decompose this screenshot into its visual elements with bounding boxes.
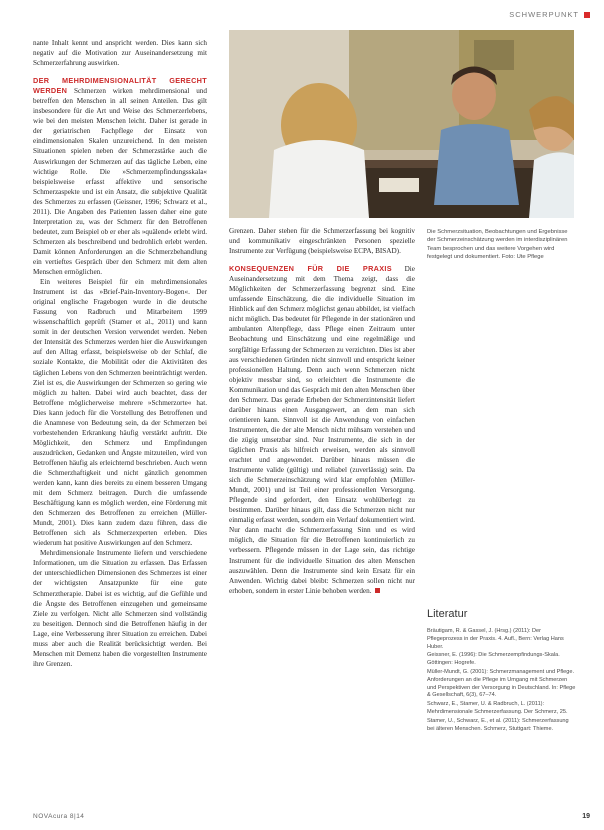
intro-paragraph: nante Inhalt kennt und anspricht werden. Dies kann sich negativ auf die Motivation zur Auseinandersetzung mit Schmerzerfahrung auswirken.: [33, 39, 207, 68]
text-column-left: [33, 38, 207, 818]
paragraph-text: Schmerzen wirken mehrdimensional und betreffen den Menschen in all seinen Anteilen. Das gilt insbesondere für die Art und Weise des Schmerzerlebens, wie bei den meisten Menschen leicht. Daher ist gerade in der geriatrischen Fachpflege der Einsatz von eindimensionalen Skalen unzureichend. In den meisten Situationen spielen neben der Schmerzstärke auch die Auswirkungen der Schmerzen auf das tägliche Leben, eine wichtige Rolle. Die »Schmerzempfindungsskala« beispielsweise erfasst affektive und sensorische Schmerzaspekte und ist ein Ansatz, die subjektive Qualität des Schmerzes zu erfassen (Geissner, 1996; Schwarz et al., 2011). Die Angaben des Patienten lassen daher eine gute Interpretation zu, was der Schmerz für den Betroffenen bedeutet, zum Beispiel ob er eher als »quälend« erlebt wird. Schmerzen als beschreibend und bedrohlich erlebt werden. Damit können Anforderungen an die Schmerzbehandlung ein vertieftes Gespräch über den Schmerz mit dem alten Menschen ermöglichen.: [33, 87, 207, 277]
paragraph-2: Ein weiteres Beispiel für ein mehrdimensionales Instrument ist das »Brief-Pain-Inventory-Bogen«. Der original englische Fragebogen wurde in die deutsche Fassung von Radbruch und Mitarbeitern 1999 wissenschaftlich geprüft (Stamer et al., 2011) und kann somit in der deutschen Version verwendet werden. Neben der Intensität des Schmerzes werden hier die Auswirkungen auf den Alltag erfasst, beispielsweise ob der Schlaf, die soziale Kontakte, die Mobilität oder die Aktivitäten des täglichen Lebens von den Schmerzen beeinträchtigt werden. Ziel ist es, die Auswirkungen der Schmerzen so gering wie möglich zu halten. Dabei wird auch beachtet, dass der Betroffene möglicherweise mehrere »Schmerzorte« hat. Dies kann jedoch für die Vorstellung des Betroffenen und die Anamnese von Bedeutung sein, da der Schmerzen bei vorbestehenden Erkrankung häufig verstärkt auftritt. Die Möglichkeit, den Schmerz und Empfindungen auszudrücken, Gedanken und Ängste mitzuteilen, wird von Betroffenen häufig als erleichternd beschrieben. Auch wenn die Schmerzhaftigkeit und nicht gänzlich genommen werden kann, kann dies bereits zu einem besseren Umgang mit dem Schmerz beitragen. Durch die umfassende Beschäftigung kann es möglich werden, eine Förderung mit den Schmerzen des Betroffenen zu erreichen (Müller-Mundt, 2001). Dies kann zudem dazu führen, dass die Betroffenen sich als Schmerzexperten erleben. Dies wiederum hat positive Auswirkungen auf den Schmerz.: [33, 278, 207, 548]
section-heading-mehrdimensionalitaet: DER MEHRDIMENSIONALITÄT GERECHT WERDEN: [33, 76, 207, 96]
article-photo: [229, 30, 574, 218]
footer-issue: NOVAcura 8|14: [33, 813, 85, 820]
caption-text: Die Schmerzsituation, Beobachtungen und Ergebnisse der Schmerzeinschätzung werden im interdisziplinären Team besprochen und das weitere Vorgehen wird festgelegt und dokumentiert.: [427, 229, 568, 261]
section-label: SCHWERPUNKT: [509, 10, 579, 19]
literature-item: Müller-Mundt, G. (2001): Schmerzmanagement und Pflege. Anforderungen an die Pflege im Umgang mit Schmerzen und Perspektiven der Versorgung in Deutschland. In: Pflege & Gesellschaft, 6(3), 67–74.: [427, 668, 576, 699]
page-number: 19: [582, 813, 590, 820]
literature-item: Bräutigam, R. & Gassel, J. (Hrsg.) (2011): Der Pflegeprozess in der Praxis. 4. Aufl., Bern: Verlag Hans Huber.: [427, 628, 564, 650]
paragraph-3: Mehrdimensionale Instrumente liefern und verschiedene Informationen, um die Situation zu erfassen. Das Erfassen der unterschiedlichen Dimensionen des Schmerzes ist einer der wichtigsten Ansatzpunkte für eine gute Schmerztherapie. Dabei ist es wichtig, auf die Gefühle und die Ängste des Betroffenen einzugehen und gemeinsame Ziele zu verfolgen. Nicht alle Schmerzen sind vollständig zu beseitigen. Dennoch sind die Betroffenen häufig in der Lage, eine Verbesserung ihrer Situation zu erreichen. Dabei muss aber auch die Realität berücksichtigt werden. Bei Menschen mit Demenz haben die vorgestellten Instrumente ihre Grenzen.: [33, 549, 207, 668]
continuation-paragraph: Grenzen. Daher stehen für die Schmerzerfassung bei kognitiv und kommunikativ eingeschränkten Personen spezielle Instrumente zur Verfügung (beispielsweise ECPA, BISAD).: [229, 227, 415, 256]
literature-item: Schwarz, E., Stamer, U. & Radbruch, L. (2011): Mehrdimensionale Schmerzerfassung. Der Schmerz, 25.: [427, 701, 568, 715]
section-header: [509, 10, 590, 19]
literature-item: Geissner, E. (1996): Die Schmerzempfindungs-Skala. Göttingen: Hogrefe.: [427, 652, 560, 667]
end-mark: [375, 588, 380, 593]
section-heading-konsequenzen: KONSEQUENZEN FÜR DIE PRAXIS: [229, 264, 392, 274]
caption-credit: Foto: Ute Pflege: [501, 254, 544, 261]
section-paragraph-1: [33, 76, 207, 277]
photo-caption: [427, 228, 577, 262]
literature-list: [427, 628, 577, 734]
section-paragraph-konsequenzen: [229, 264, 415, 596]
photo-illustration: [229, 30, 574, 218]
text-column-middle: [229, 226, 415, 816]
paragraph-text: Die Auseinandersetzung mit dem Thema zeigt, dass die Möglichkeiten der Schmerzerfassung begrenzt sind. Eine umfassende Einschätzung, die die individuelle Situation im Hinblick auf den Schmerz möglichst genau abbildet, ist vielfach nicht möglich. Das bedeutet für Pflegende in der stationären und ambulanten Altenpflege, dass Pflege einen Zeitraum unter Beobachtung und Einschätzung und eine regelmäßige und sorgfältige Erfassung der Schmerzen zu verzichten. Dies ist aber aus verschiedenen Gründen nicht sinnvoll und entspricht keiner professionellen Haltung. Denn auch wenn Schmerzen nicht objektiv messbar sind, so erleichtert die Instrumente die Kommunikation und das Gespräch mit den alten Menschen über den Schmerz. Das gerade Erheben der Schmerzintensität liefert darüber hinaus einen Ausgangswert, an dem man sich orientieren kann. Sinnvoll ist die Anwendung von einfachen Instrumenten, die der alte Mensch nicht mühsam verstehen und die zügig umsetzbar sind. Nur Instrumente, die sich in der täglichen Praxis als hilfreich erweisen, werden als sinnvoll erachtet und angewendet. Darüber hinaus müssen die Instrumente valide (gültig) und reliabel (zuverlässig) sein. Da sich die Schmerzeinschätzung wird klar empfohlen (Müller-Mundt, 2001) und ist Teil einer professionellen Versorgung. Pflegende sind gefordert, den Einsatz wohlüberlegt zu bestimmen. Darüber hinaus gilt, dass die Schmerzen nicht nur einmalig erfasst werden, sondern ein Verlauf dokumentiert wird. Nur dann macht die Schmerzerfassung Sinn und es wird möglich, die Situation für die Betroffenen kontinuierlich zu verbessern. Pflegende müssen in der Lage sein, das richtige Instrument für die individuelle Situation des alten Menschen auszuwählen. Denn die Instrumente sind kein Ersatz für ein Anwenden. Wichtig dabei bleibt: Schmerzen sollen nicht nur erhoben, sondern in erster Linie behoben werden.: [229, 265, 415, 595]
literature-item: Stamer, U., Schwarz, E., et al. (2011): Schmerzerfassung bei älteren Menschen. Schmerz, Stuttgart: Thieme.: [427, 717, 569, 732]
literature-title: Literatur: [427, 608, 468, 620]
section-marker: [584, 12, 590, 18]
